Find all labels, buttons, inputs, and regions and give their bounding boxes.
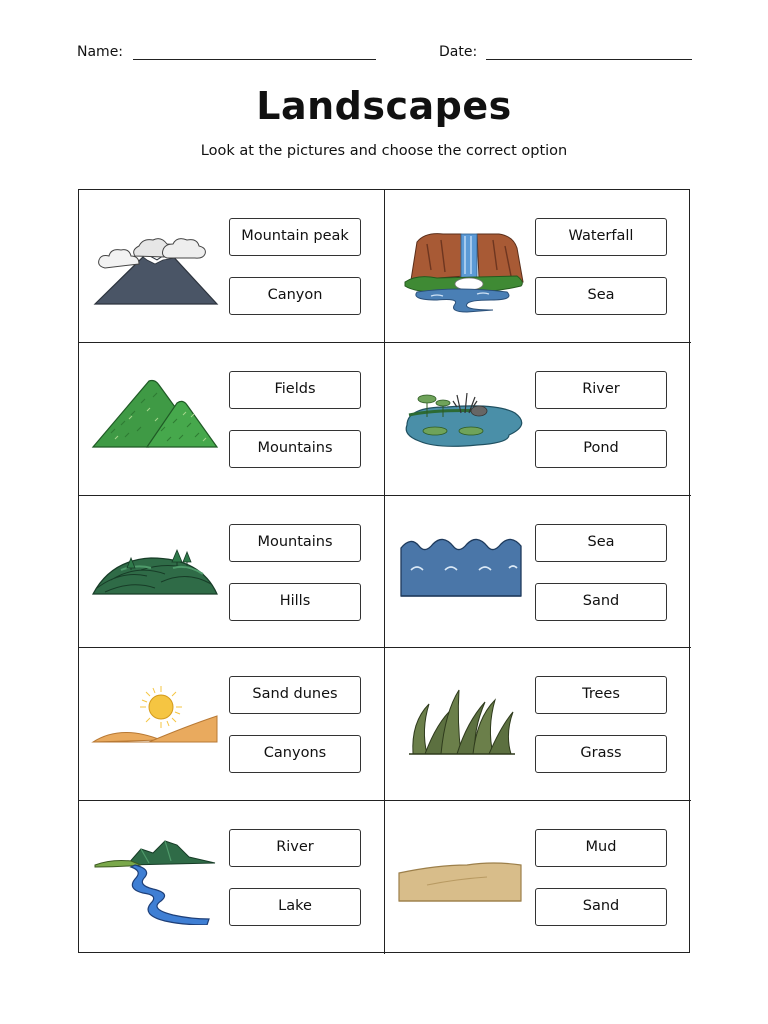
cell-grass	[385, 648, 691, 801]
option-trees[interactable]: Trees	[535, 676, 667, 714]
header-row	[0, 42, 768, 64]
hills-icon	[91, 530, 221, 620]
option-mountain-peak[interactable]: Mountain peak	[229, 218, 361, 256]
cell-green-mountains	[79, 343, 385, 496]
date-label: Date:	[439, 44, 478, 60]
option-mountains[interactable]: Mountains	[229, 524, 361, 562]
cell-sea	[385, 496, 691, 649]
cell-sand	[385, 801, 691, 954]
sea-waves-icon	[397, 530, 527, 620]
option-waterfall[interactable]: Waterfall	[535, 218, 667, 256]
cell-waterfall	[385, 190, 691, 343]
option-hills[interactable]: Hills	[229, 583, 361, 621]
option-fields[interactable]: Fields	[229, 371, 361, 409]
option-canyon[interactable]: Canyon	[229, 277, 361, 315]
option-sand[interactable]: Sand	[535, 888, 667, 926]
green-mountains-icon	[91, 377, 221, 467]
cell-sand-dunes	[79, 648, 385, 801]
river-icon	[91, 835, 221, 925]
name-label: Name:	[77, 44, 124, 60]
worksheet-grid	[78, 189, 690, 953]
option-sea[interactable]: Sea	[535, 524, 667, 562]
sand-dunes-icon	[91, 682, 221, 772]
option-lake[interactable]: Lake	[229, 888, 361, 926]
option-mountains[interactable]: Mountains	[229, 430, 361, 468]
date-field[interactable]	[486, 59, 692, 60]
option-canyons[interactable]: Canyons	[229, 735, 361, 773]
page-subtitle: Look at the pictures and choose the correct option	[200, 143, 568, 159]
waterfall-icon	[397, 224, 527, 314]
option-sea[interactable]: Sea	[535, 277, 667, 315]
option-river[interactable]: River	[535, 371, 667, 409]
mountain-peak-icon	[91, 224, 221, 314]
option-river[interactable]: River	[229, 829, 361, 867]
option-sand-dunes[interactable]: Sand dunes	[229, 676, 361, 714]
cell-pond	[385, 343, 691, 496]
option-mud[interactable]: Mud	[535, 829, 667, 867]
option-sand[interactable]: Sand	[535, 583, 667, 621]
option-pond[interactable]: Pond	[535, 430, 667, 468]
cell-river	[79, 801, 385, 954]
name-field[interactable]	[133, 59, 376, 60]
option-grass[interactable]: Grass	[535, 735, 667, 773]
page-title: Landscapes	[256, 84, 512, 128]
grass-icon	[397, 682, 527, 772]
pond-icon	[397, 377, 527, 467]
cell-mountain-peak	[79, 190, 385, 343]
sand-icon	[397, 835, 527, 925]
cell-hills	[79, 496, 385, 649]
